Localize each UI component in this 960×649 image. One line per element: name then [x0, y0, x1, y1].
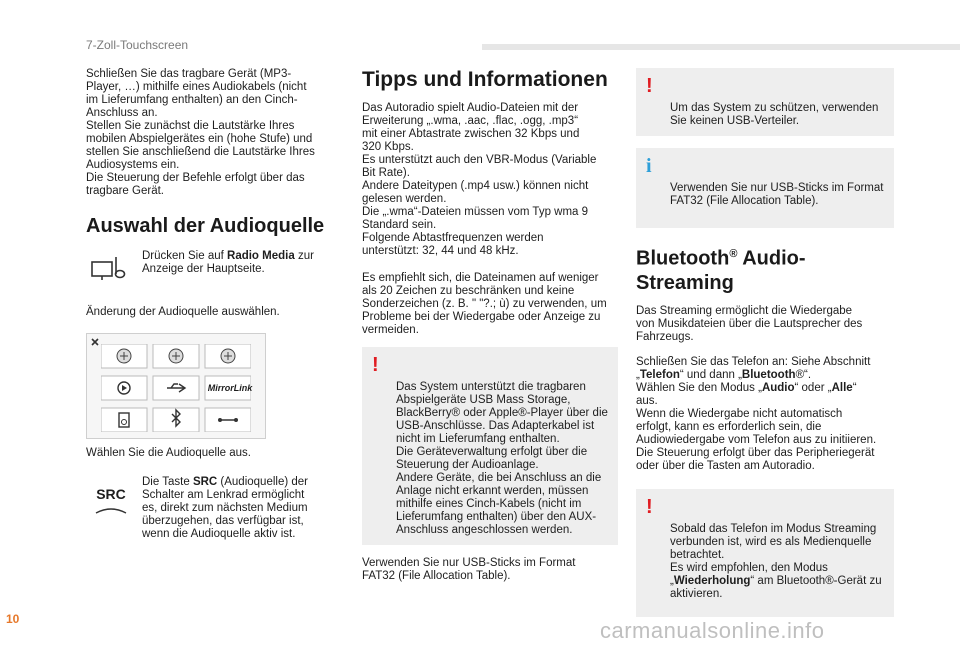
warning-icon: !: [646, 75, 653, 97]
bluetooth-para2: Schließen Sie das Telefon an: Siehe Abschnitt „Telefon“ und dann „Bluetooth®“. Wählen Sie den Modus „Audio“ oder „Alle“ aus. Wenn die Wiedergabe nicht automatisch erfolgt, kann es erforderlich sein, die Audiowiedergabe vom Telefon aus zu initiieren. Die Steuerung erfolgt über das Peripheriegerät oder über die Tasten am Autoradio.: [636, 355, 877, 472]
src-text: Die Taste SRC (Audioquelle) der Schalter am Lenkrad ermöglicht es, direkt zum nächsten Medium überzugehen, das verfügbar ist, wenn die Audioquelle aktiv ist.: [142, 476, 308, 540]
column-middle: [362, 68, 618, 583]
close-icon[interactable]: [91, 338, 99, 346]
radio-media-icon: [90, 254, 128, 284]
change-source-text: Änderung der Audioquelle auswählen.: [86, 306, 280, 318]
source-screen-container: [86, 333, 332, 445]
heading-tips: Tipps und Informationen: [362, 68, 608, 91]
warning-icon: !: [372, 354, 379, 376]
header-bar: [482, 44, 960, 50]
step-src: [86, 476, 332, 546]
src-icon: [94, 486, 128, 520]
bluetooth-para1: Das Streaming ermöglicht die Wiedergabe von Musikdateien über die Lautsprecher des Fahrzeugs.: [636, 304, 863, 343]
streaming-note-text: Sobald das Telefon im Modus Streaming verbunden ist, wird es als Medienquelle betrachtet. Es wird empfohlen, den Modus „Wiederholung“ am Bluetooth®-Gerät zu aktivieren.: [670, 522, 882, 600]
usb-hub-note: [636, 68, 894, 136]
tips-para1: Das Autoradio spielt Audio-Dateien mit der Erweiterung „.wma, .aac, .flac, .ogg, .mp3“ mit einer Abtastrate zwischen 32 Kbps und 320 Kbps. Es unterstützt auch den VBR-Modus (Variable Bit Rate). Andere Dateitypen (.mp4 usw.) können nicht gelesen werden. Die „.wma“-Dateien müssen vom Typ wma 9 Standard sein. Folgende Abtastfrequenzen werden unterstützt: 32, 44 und 48 kHz.: [362, 102, 597, 257]
streaming-note: [636, 489, 894, 617]
column-right: [636, 68, 894, 617]
src-icon-underline: [94, 507, 128, 515]
usb-devices-note-text: Das System unterstützt die tragbaren Abspielgeräte USB Mass Storage, BlackBerry® oder Apple®-Player über die USB-Anschlüsse. Das Adapterkabel ist nicht im Lieferumfang enthalten. Die Geräteverwaltung erfolgt über die Steuerung der Audioanlage. Andere Geräte, die bei Anschluss an die Anlage nicht erkannt werden, müssen mithilfe eines Cinch-Kabels (nicht im Lieferumfang enthalten) über den AUX- Anschluss angeschlossen werden.: [396, 381, 608, 536]
usb-hub-note-text: Um das System zu schützen, verwenden Sie keinen USB-Verteiler.: [670, 102, 879, 127]
mirrorlink-label[interactable]: MirrorLink: [207, 383, 253, 393]
warning-icon: !: [646, 495, 653, 518]
column-left: [86, 68, 332, 546]
usb-devices-note: [362, 347, 618, 545]
tips-para3: Verwenden Sie nur USB-Sticks im Format FAT32 (File Allocation Table).: [362, 557, 576, 582]
fat32-note: [636, 148, 894, 228]
step-radio-media: [86, 250, 332, 292]
step-radio-media-text: Drücken Sie auf Radio Media zur Anzeige der Hauptseite.: [142, 250, 314, 275]
intro-text: Schließen Sie das tragbare Gerät (MP3- Player, …) mithilfe eines Audiokabels (nicht im Lieferumfang enthalten) an den Cinch- Anschluss an. Stellen Sie zunächst die Lautstärke Ihres mobilen Abspielgerätes ein (hohe Stufe) und stellen Sie anschließend die Lautstärke Ihres Audiosystems ein. Die Steuerung der Befehle erfolgt über das tragbare Gerät.: [86, 68, 315, 197]
header-title: 7-Zoll-Touchscreen: [86, 38, 189, 52]
info-icon: i: [646, 155, 652, 177]
page-number: 10: [6, 612, 20, 626]
fat32-note-text: Verwenden Sie nur USB-Sticks im Format FAT32 (File Allocation Table).: [670, 182, 884, 207]
src-icon-label: SRC: [96, 486, 126, 502]
heading-audio-source: Auswahl der Audioquelle: [86, 215, 325, 237]
heading-bluetooth: Bluetooth® Audio-Streaming: [636, 247, 806, 294]
tips-para2: Es empfiehlt sich, die Dateinamen auf weniger als 20 Zeichen zu beschränken und keine Sonderzeichen (z. B. " "?.; ù) zu verwenden, um Probleme bei der Wiedergabe oder Anzeige zu vermeiden.: [362, 272, 607, 336]
choose-source-text: Wählen Sie die Audioquelle aus.: [86, 447, 251, 459]
watermark: carmanualsonline.info: [600, 618, 825, 643]
page-header: [0, 0, 960, 60]
source-screen: [86, 333, 266, 439]
